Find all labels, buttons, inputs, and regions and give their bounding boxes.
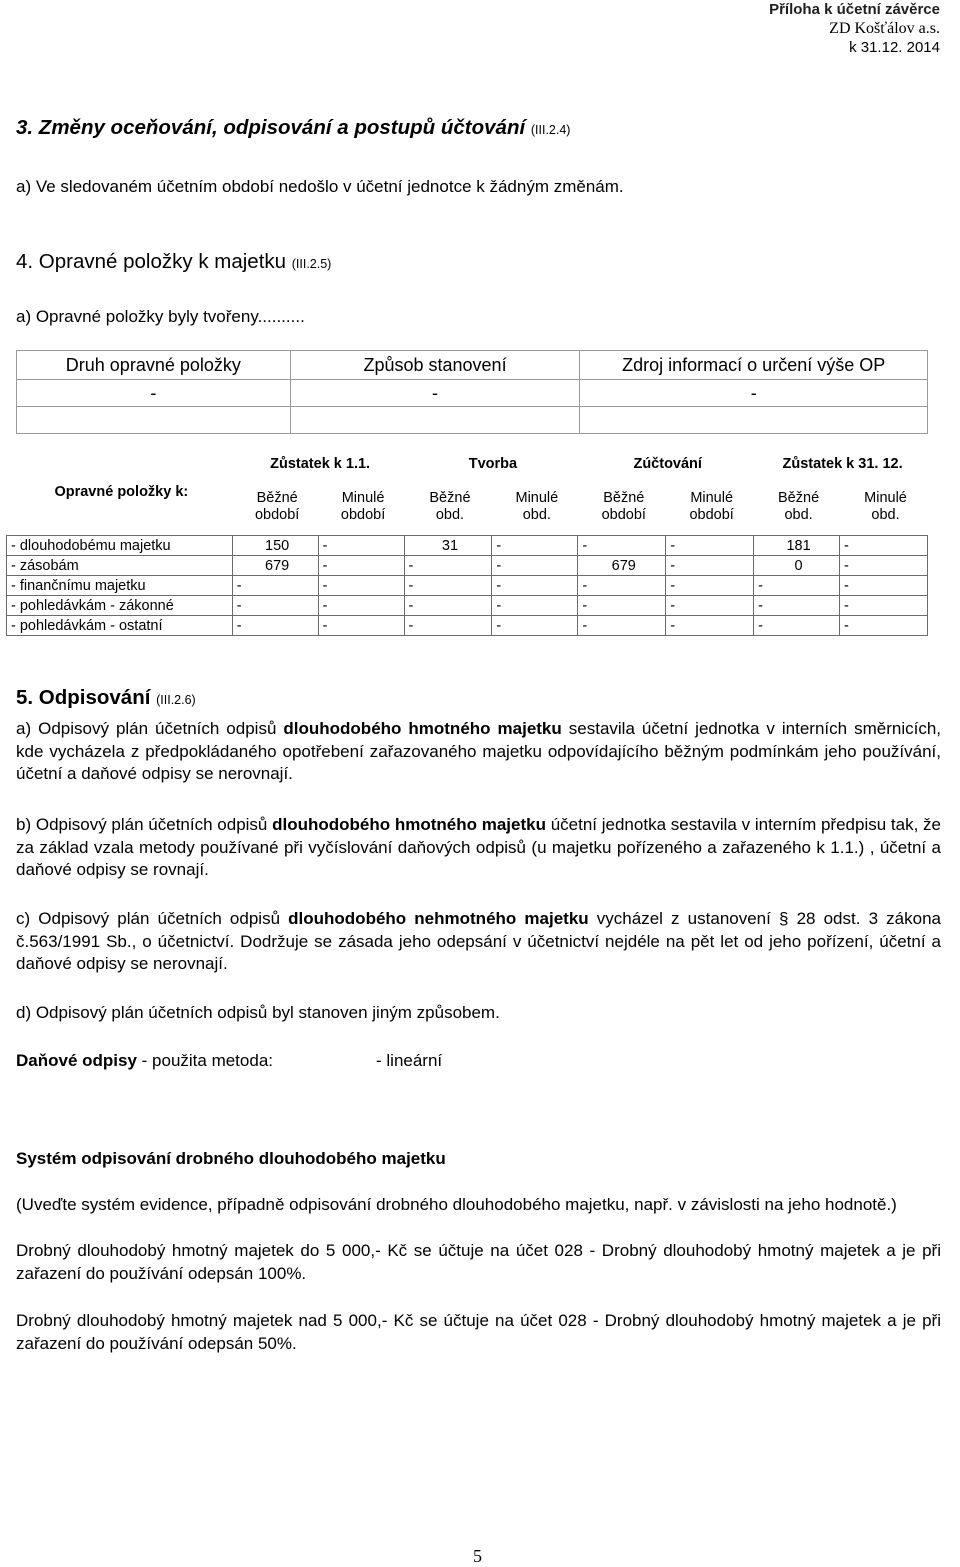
table-cell: - (666, 596, 754, 616)
table-cell: - (840, 616, 928, 636)
table-cell: - (840, 596, 928, 616)
table-cell: - (232, 596, 318, 616)
group-header-closing: Zůstatek k 31. 12. (782, 456, 903, 472)
table-cell: - (666, 616, 754, 636)
table-cell: 31 (404, 536, 492, 556)
group-header-opening: Zůstatek k 1.1. (270, 456, 371, 472)
header-company: ZD Košťálov a.s. (829, 20, 940, 37)
table-cell: 679 (232, 556, 318, 576)
table-cell: - (232, 616, 318, 636)
table-cell: 150 (232, 536, 318, 556)
table-header-cell: Druh opravné položky (17, 351, 291, 380)
table-cell: - (17, 380, 291, 407)
group-header-creation: Tvorba (468, 456, 518, 472)
section-5-ref: (III.2.6) (156, 693, 196, 707)
table-cell: - (318, 556, 404, 576)
section-3-text-a: a) Ve sledovaném účetním období nedošlo v účetní jednotce k žádným změnám. (16, 177, 624, 196)
small-assets-instruction: (Uveďte systém evidence, případně odpisování drobného dlouhodobého majetku, např. v závislosti na jeho hodnotě.) (16, 1195, 897, 1214)
table-row (7, 536, 928, 556)
depreciation-paragraph-c: c) Odpisový plán účetních odpisů dlouhodobého nehmotného majetku vycházel z ustanovení § 28 odst. 3 zákona č.563/1991 Sb., o účetnictví. Dodržuje se zásada jeho odepsání v účetnictví nejdéle na pět let od jeho pořízení, účetní a daňové odpisy se nerovnají. (16, 909, 941, 973)
section-3-title: 3. Změny oceňování, odpisování a postupů účtování (III.2.4) (16, 116, 571, 139)
tax-depreciation-label: Daňové odpisy - použita metoda: (16, 1051, 273, 1070)
depreciation-paragraph-b: b) Odpisový plán účetních odpisů dlouhodobého hmotného majetku účetní jednotka sestavila v interním předpisu tak, že za základ vzala metody používané při vyčíslování daňových odpisů (u majetku pořízeného a zařazeného k 1.1.) , účetní a daňové odpisy se rovnají. (16, 815, 941, 879)
table-cell: - (492, 536, 578, 556)
section-3-ref: (III.2.4) (530, 123, 571, 137)
table-cell: - (404, 576, 492, 596)
group-header-settlement: Zúčtování (633, 456, 702, 472)
table-cell: - (290, 380, 580, 407)
subheader-current-period: Běžné období (254, 490, 300, 523)
subheader-current-period: Běžné obd. (778, 490, 820, 523)
table-header-cell: Způsob stanovení (290, 351, 580, 380)
table-cell: - (578, 596, 666, 616)
section-5-title: 5. Odpisování (III.2.6) (16, 686, 196, 709)
table-cell: - (754, 616, 840, 636)
table-cell: - (318, 576, 404, 596)
table-row (7, 576, 928, 596)
table-cell: - (578, 616, 666, 636)
table-cell: - (666, 576, 754, 596)
section-4-text-a: a) Opravné položky byly tvořeny.......... (16, 307, 305, 326)
row-label: - finančnímu majetku (7, 576, 233, 596)
table-cell: - (404, 616, 492, 636)
table-row (7, 596, 928, 616)
subheader-current-period: Běžné obd. (429, 490, 471, 523)
table-cell: - (580, 380, 928, 407)
depreciation-paragraph-a: a) Odpisový plán účetních odpisů dlouhodobého hmotného majetku sestavila účetní jednotka v interních směrnicích, kde vycházela z předpokládaného opotřebení zařazovaného majetku odpovídajícího běžným podmínkám jeho používání, účetní a daňové odpisy se nerovnají. (16, 719, 941, 783)
subheader-prior-period: Minulé období (689, 490, 734, 523)
table-cell: - (666, 536, 754, 556)
table-cell: - (840, 576, 928, 596)
table-cell: - (666, 556, 754, 576)
document-header (769, 0, 940, 57)
table2-row-label-header: Opravné položky k: (54, 484, 189, 500)
header-title: Příloha k účetní závěrce (769, 1, 940, 18)
table-cell: - (840, 556, 928, 576)
table-cell: 181 (754, 536, 840, 556)
row-label: - pohledávkám - zákonné (7, 596, 233, 616)
table-cell (17, 407, 291, 434)
table-cell: 679 (578, 556, 666, 576)
table-cell: - (578, 576, 666, 596)
table-cell: - (404, 556, 492, 576)
depreciation-paragraph-d: d) Odpisový plán účetních odpisů byl stanoven jiným způsobem. (16, 1003, 500, 1022)
table-cell: - (492, 556, 578, 576)
valuation-allowance-type-table (16, 350, 928, 434)
subheader-prior-period: Minulé obd. (864, 490, 907, 523)
section-4-title: 4. Opravné položky k majetku (III.2.5) (16, 250, 332, 273)
table-cell: - (754, 596, 840, 616)
table-cell: - (318, 536, 404, 556)
subheader-prior-period: Minulé období (340, 490, 386, 523)
table-header-cell: Zdroj informací o určení výše OP (580, 351, 928, 380)
table-cell: - (492, 616, 578, 636)
subheader-prior-period: Minulé obd. (515, 490, 559, 523)
table-cell: - (754, 576, 840, 596)
table-row (7, 616, 928, 636)
table-cell: - (318, 596, 404, 616)
small-assets-title: Systém odpisování drobného dlouhodobého majetku (16, 1149, 446, 1168)
table-row (7, 556, 928, 576)
table-cell: 0 (754, 556, 840, 576)
page-number: 5 (473, 1546, 482, 1566)
table-cell (290, 407, 580, 434)
section-4-ref: (III.2.5) (291, 257, 332, 271)
subheader-current-period: Běžné období (601, 490, 646, 523)
small-assets-paragraph-1: Drobný dlouhodobý hmotný majetek do 5 000,- Kč se účtuje na účet 028 - Drobný dlouhodobý hmotný majetek a je při zařazení do používání odepsán 100%. (16, 1241, 941, 1283)
small-assets-paragraph-2: Drobný dlouhodobý hmotný majetek nad 5 000,- Kč se účtuje na účet 028 - Drobný dlouhodobý hmotný majetek a je při zařazení do používání odepsán 50%. (16, 1311, 941, 1353)
row-label: - pohledávkám - ostatní (7, 616, 233, 636)
table-cell: - (318, 616, 404, 636)
table-cell: - (840, 536, 928, 556)
tax-depreciation-method: - lineární (376, 1051, 443, 1070)
table-cell: - (232, 576, 318, 596)
table-cell: - (404, 596, 492, 616)
table-cell: - (578, 536, 666, 556)
row-label: - zásobám (7, 556, 233, 576)
valuation-allowance-balance-table (6, 449, 928, 636)
row-label: - dlouhodobému majetku (7, 536, 233, 556)
header-date: k 31.12. 2014 (849, 39, 940, 56)
table-cell: - (492, 576, 578, 596)
table-cell (580, 407, 928, 434)
table-cell: - (492, 596, 578, 616)
